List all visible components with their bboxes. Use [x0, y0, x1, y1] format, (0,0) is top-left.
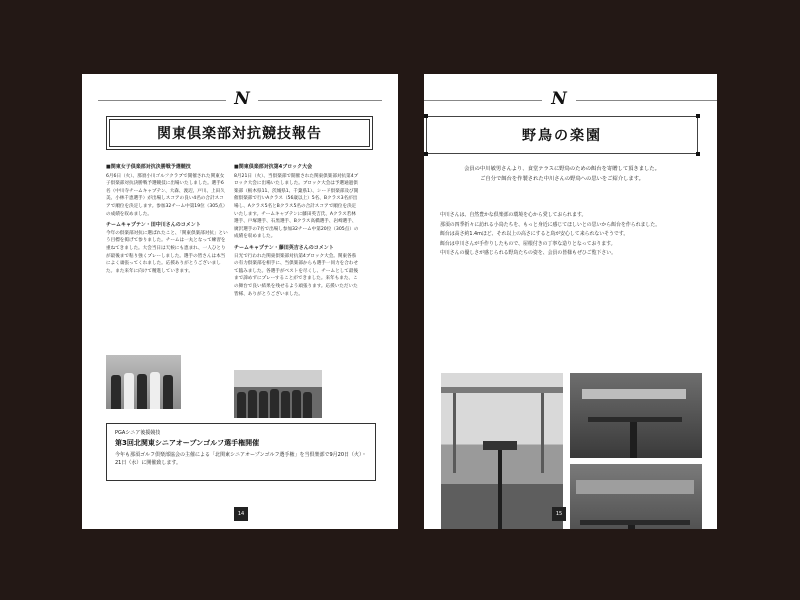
body-line: 餌台は中川さんが手作りしたもので、屋根付きの丁寧な造りとなっております。 — [440, 240, 616, 247]
bird-feeder-closeup-photo — [570, 464, 702, 529]
intro-line: 会員の中川敏男さんより、食堂テラスに野鳥のための餌台を寄贈して頂きました。 — [464, 166, 660, 172]
notice-title: 第3回北関東シニアオープンゴルフ選手権開催 — [115, 439, 260, 447]
header-rule-right — [258, 100, 382, 101]
header-rule-right — [576, 100, 717, 101]
page-title: 関東倶楽部対抗競技報告 — [109, 119, 370, 147]
page-number: 14 — [234, 507, 248, 521]
right-page — [424, 74, 717, 529]
body-line: 那須の四季折々に訪れる小鳥たちを、もっと身近に感じてほしいとの思いから餌台を作られました。 — [440, 221, 661, 228]
article-body — [440, 211, 700, 259]
notice-text: 今年も那須ゴルフ倶楽部協会の主催による「北関東シニアオープンゴルフ選手権」を当倶楽部で9月20日（火）・21日（水）に開催致します。 — [115, 452, 367, 466]
article-heading: ■関東女子倶楽部対抗決勝戦予選競技 — [106, 164, 191, 170]
article-body: 6月6日（火）、那須小川ゴルフクラブで開催された関東女子倶楽部対抗決勝戦予選競技に出場いたしました。選手6名（中川寺チームキャプテン、大森、渡辺、戸川、上田久美、小林千恵選手）が出場しスコアの良い4名の合計スコアで順位を決定します。参加32チーム中第19位（305点）の成績を収めました。 — [106, 173, 228, 217]
comment-heading: チームキャプテン・藤田英吉さんのコメント — [234, 244, 334, 251]
comment-body: 今年の倶楽部対抗に選ばれたこと、「関東倶楽部対抗」という目標を掲げて参りました。チームは一丸となって練習を重ねてきました。大会当日は天候にも恵まれ、一人ひとりが最後まで粘り強くプレーしました。選手の皆さんは本当によく頑張ってくれました。応援ありがとうございました。また来年に向けて精進していきます。 — [106, 230, 228, 274]
comment-body: 日光で行われた関東倶楽部対抗第4ブロック大会。関東各県の有力倶楽部を相手に、当倶楽部からも選手一同力を合わせて臨みました。各選手がベストを尽くし、チームとして最後まで諦めずにプレーすることができました。来年もまた、この舞台で良い結果を残せるよう頑張ります。応援いただいた皆様、ありがとうございました。 — [234, 253, 359, 297]
header-rule-left — [98, 100, 226, 101]
page-title: 野鳥の楽園 — [522, 128, 602, 144]
club-logo: N — [234, 89, 250, 109]
body-line: 餌台は高さ約1.4mほど、それ以上の高さにすると鳥が安心して来られないそうです。 — [440, 231, 629, 238]
body-line: 中川さんは、自然豊かな倶楽部の環境を心から愛しておられます。 — [440, 212, 587, 218]
terrace-garden-photo — [441, 373, 563, 529]
left-page — [82, 74, 398, 529]
article-column-1 — [106, 164, 228, 275]
comment-heading: チームキャプテン・田中川さんのコメント — [106, 222, 201, 229]
article-intro — [426, 164, 698, 184]
page-title-box — [106, 116, 373, 150]
header-rule-left — [424, 100, 542, 101]
page-title-box — [426, 116, 698, 154]
team-photo-men — [234, 370, 322, 418]
article-heading: ■関東倶楽部対抗第4ブロック大会 — [234, 164, 313, 170]
event-notice-box — [106, 423, 376, 481]
body-line: 中川さんの優しさが感じられる野鳥たちの姿を、会員の皆様もぜひご覧下さい。 — [440, 250, 617, 257]
notice-label: PGAシニア後援競技 — [115, 430, 161, 436]
page-number: 15 — [552, 507, 566, 521]
club-logo: N — [551, 89, 567, 109]
bird-feeder-photo — [570, 373, 702, 458]
article-column-2 — [234, 164, 360, 298]
team-photo-women — [106, 355, 181, 409]
intro-line: ご自分で餌台を作製された中川さんの野鳥への思いをご紹介します。 — [480, 176, 644, 182]
article-body: 8月21日（火）、当倶楽部で開催された関東倶楽部対抗第4ブロック大会に出場いたしました。ブロック大会は予選通過倶楽部（栃木県11、茨城県1、千葉県1）、シード倶楽部及び開催倶楽部で行いAクラス（56歳以上）5名、Bクラス3名が出場し、Aクラス5名とBクラス5名の合計スコアで順位を決定いたします。チームキャプテンに藤田英吉氏、Aクラス若林選手、戸塚選手、石黒選手、Bクラス高橋選手、岩崎選手、廣沢選手の7名で出場し参加32チーム中第20位（305点）の成績を収めました。 — [234, 173, 359, 240]
